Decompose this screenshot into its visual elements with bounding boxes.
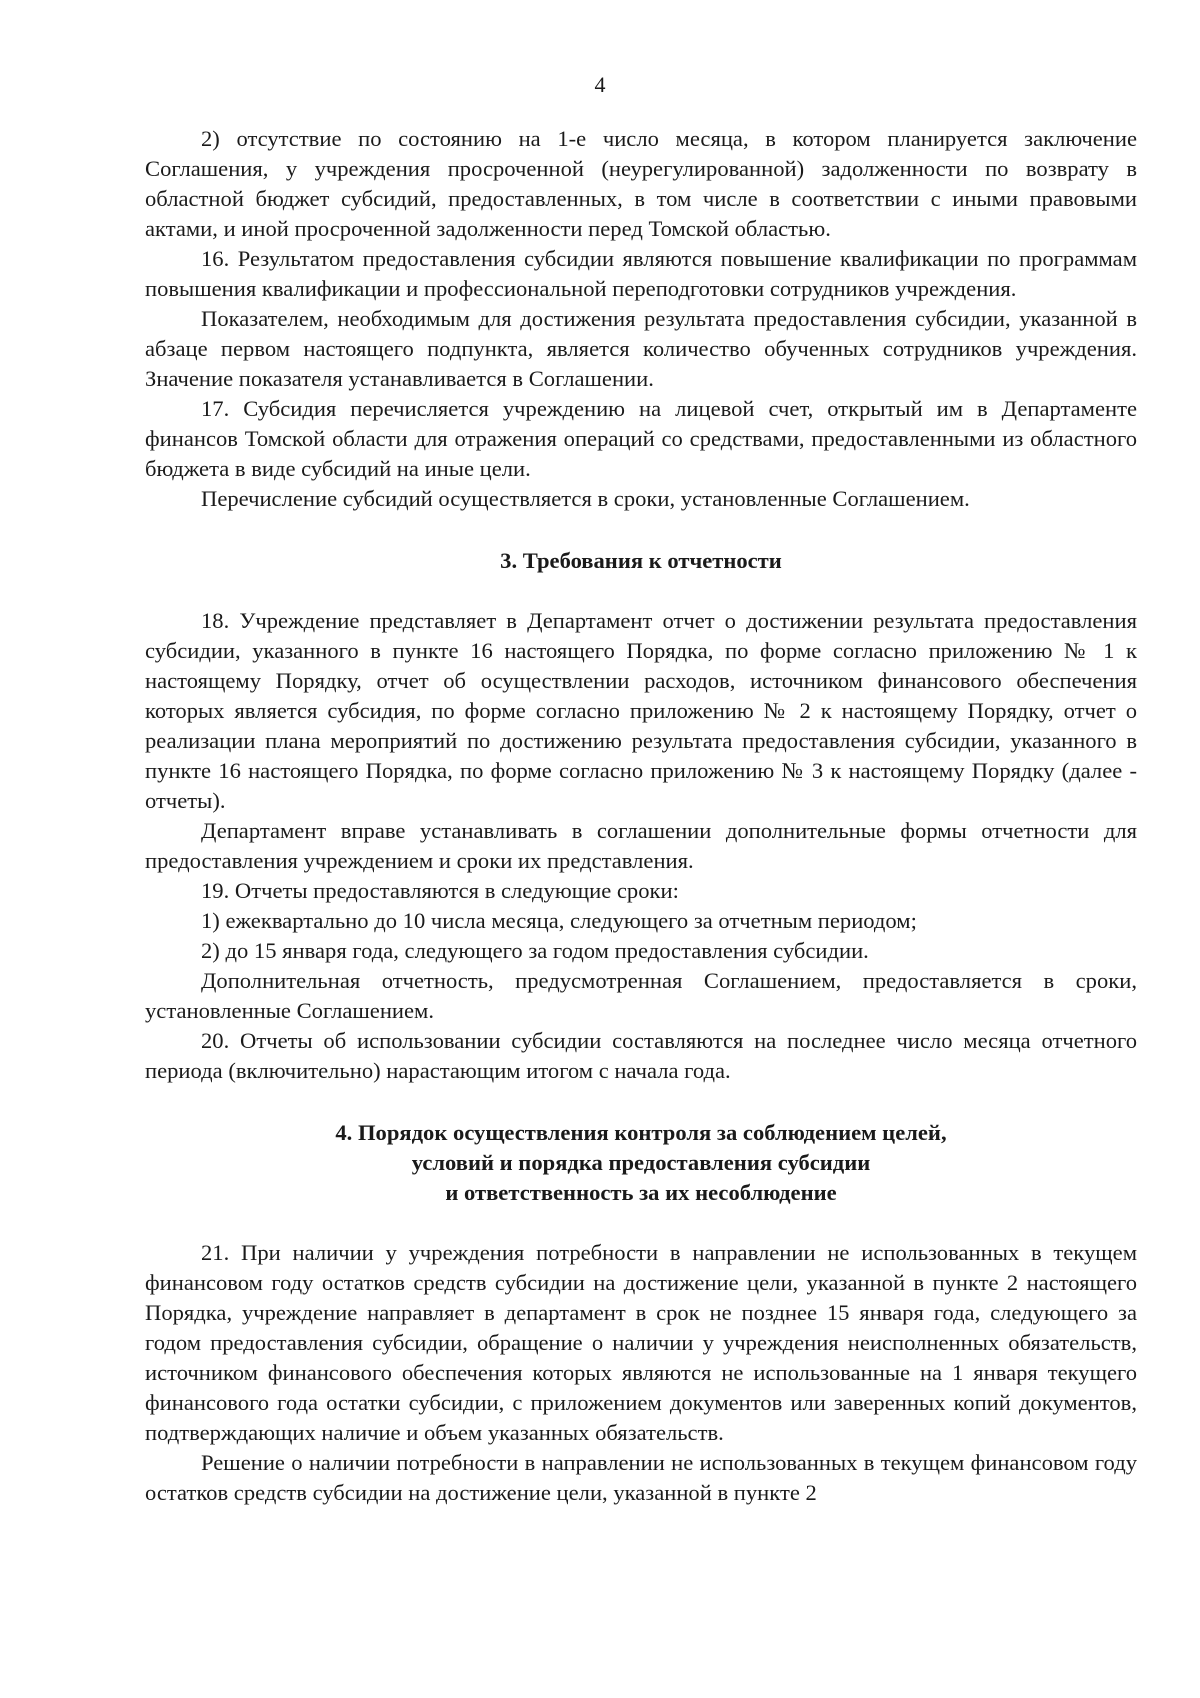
paragraph-19-term-1: 1) ежеквартально до 10 числа месяца, следующего за отчетным периодом; [201, 908, 917, 933]
paragraph-19: 19. Отчеты предоставляются в следующие сроки: [201, 878, 679, 903]
heading-line: условий и порядка предоставления субсидии [411, 1150, 871, 1175]
heading-line: 4. Порядок осуществления контроля за соблюдением целей, [335, 1120, 947, 1145]
spacer [145, 514, 1137, 546]
heading-line: и ответственность за их несоблюдение [445, 1180, 837, 1205]
section-heading-4 [145, 1118, 1137, 1208]
paragraph-18: 18. Учреждение представляет в Департамент отчет о достижении результата предоставления субсидии, указанного в пункте 16 настоящего Порядка, по форме согласно приложению № 1 к настоящему Порядку, отчет об осуществлении расходов, источником финансового обеспечения которых является субсидия, по форме согласно приложению № 2 к настоящему Порядку, отчет о реализации плана мероприятий по достижению результата предоставления субсидии, указанного в пункте 16 настоящего Порядка, по форме согласно приложению № 3 к настоящему Порядку (далее - отчеты). [145, 608, 1137, 813]
spacer [145, 1086, 1137, 1118]
paragraph-21-decision: Решение о наличии потребности в направлении не использованных в текущем финансовом году остатков средств субсидии на достижение цели, указанной в пункте 2 [145, 1450, 1137, 1505]
paragraph-19-additional: Дополнительная отчетность, предусмотренная Соглашением, предоставляется в сроки, установленные Соглашением. [145, 968, 1137, 1023]
paragraph-16: 16. Результатом предоставления субсидии являются повышение квалификации по программам повышения квалификации и профессиональной переподготовки сотрудников учреждения. [145, 246, 1137, 301]
paragraph-17-transfer: Перечисление субсидий осуществляется в сроки, установленные Соглашением. [201, 486, 970, 511]
paragraph-18-additional-forms: Департамент вправе устанавливать в соглашении дополнительные формы отчетности для предоставления учреждением и сроки их представления. [145, 818, 1137, 873]
heading-line: 3. Требования к отчетности [500, 548, 782, 573]
paragraph-17: 17. Субсидия перечисляется учреждению на лицевой счет, открытый им в Департаменте финансов Томской области для отражения операций со средствами, предоставленными из областного бюджета в виде субсидий на иные цели. [145, 396, 1137, 481]
page-number: 4 [594, 72, 606, 97]
paragraph-19-term-2: 2) до 15 января года, следующего за годом предоставления субсидии. [201, 938, 869, 963]
spacer [145, 576, 1137, 606]
paragraph-item-2-condition: 2) отсутствие по состоянию на 1-е число месяца, в котором планируется заключение Соглашения, у учреждения просроченной (неурегулированной) задолженности по возврату в областной бюджет субсидий, предоставленных, в том числе в соответствии с иными правовыми актами, и иной просроченной задолженности перед Томской областью. [145, 126, 1137, 241]
spacer [145, 1208, 1137, 1238]
section-heading-3 [145, 546, 1137, 576]
paragraph-16-indicator: Показателем, необходимым для достижения результата предоставления субсидии, указанной в абзаце первом настоящего подпункта, является количество обученных сотрудников учреждения. Значение показателя устанавливается в Соглашении. [145, 306, 1137, 391]
document-body [145, 124, 1137, 1508]
paragraph-21: 21. При наличии у учреждения потребности в направлении не использованных в текущем финансовом году остатков средств субсидии на достижение цели, указанной в пункте 2 настоящего Порядка, учреждение направляет в департамент в срок не позднее 15 января года, следующего за годом предоставления субсидии, обращение о наличии у учреждения неисполненных обязательств, источником финансового обеспечения которых являются не использованные на 1 января текущего финансового года остатки субсидии, с приложением документов или заверенных копий документов, подтверждающих наличие и объем указанных обязательств. [145, 1240, 1137, 1445]
paragraph-20: 20. Отчеты об использовании субсидии составляются на последнее число месяца отчетного периода (включительно) нарастающим итогом с начала года. [145, 1028, 1137, 1083]
